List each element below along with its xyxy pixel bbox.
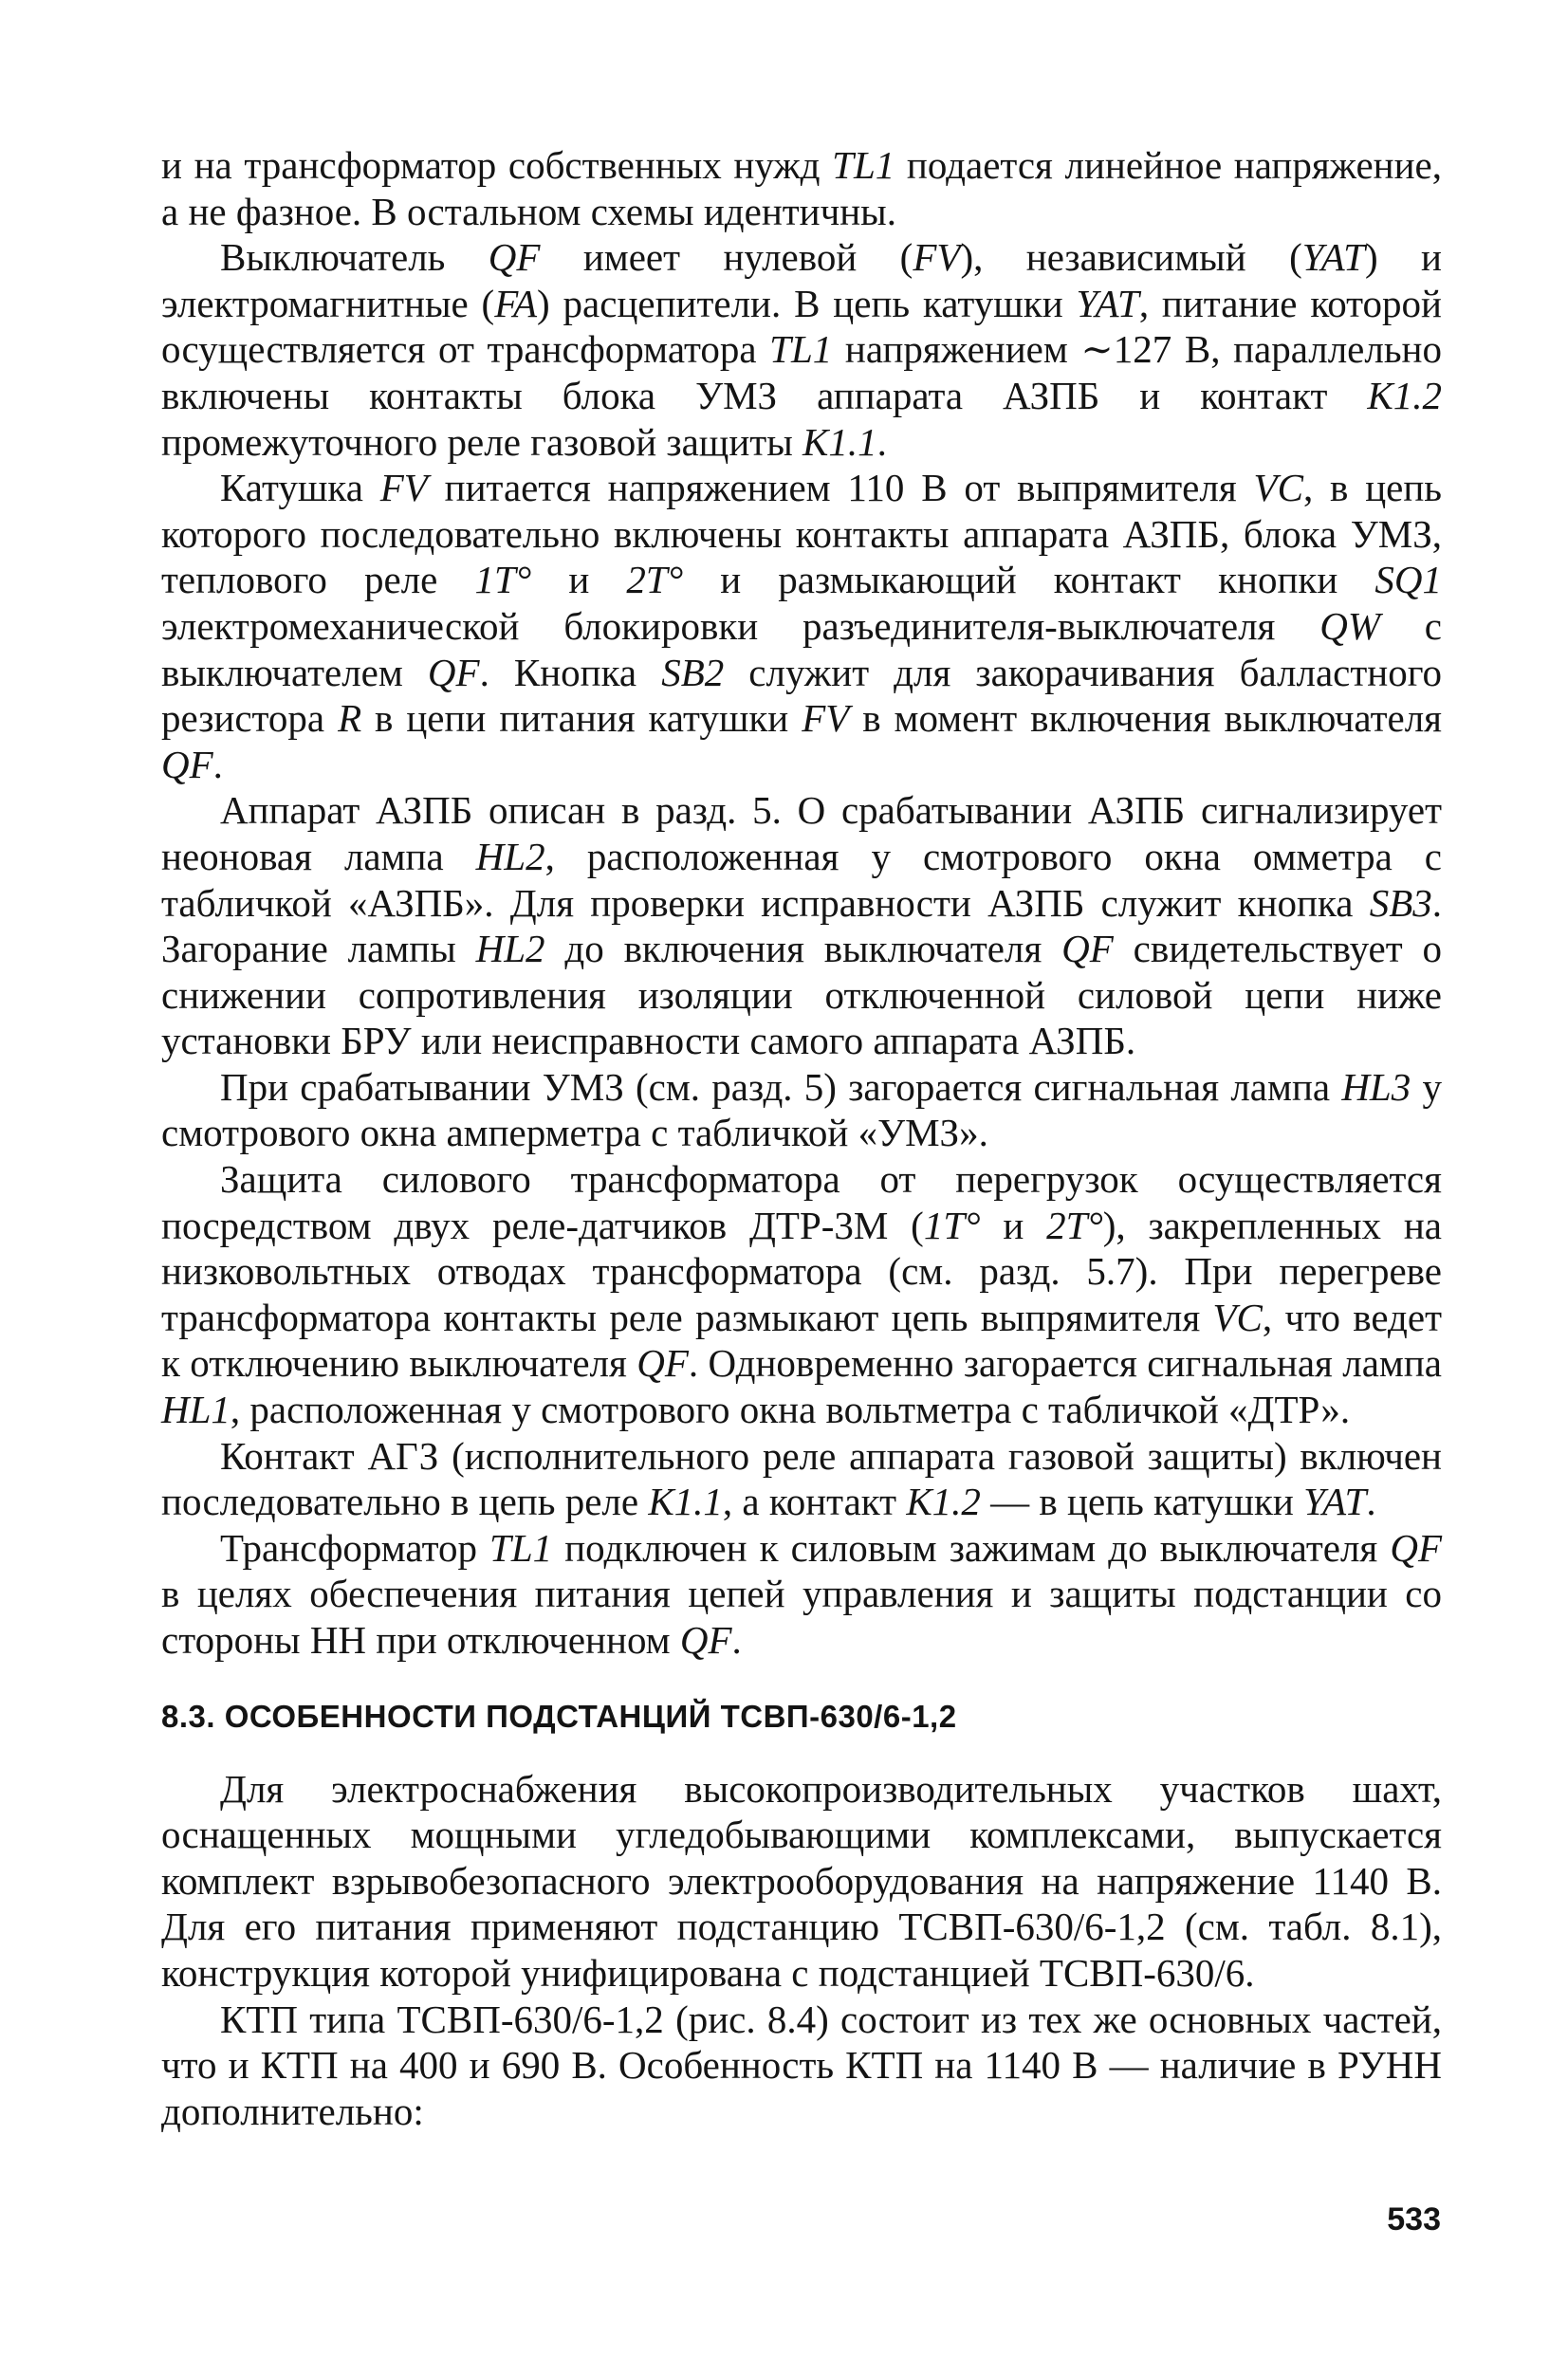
text-run: , в цепь которого последовательно включены контакты аппарата АЗПБ, блока УМЗ, теплового реле (161, 466, 1443, 602)
italic-symbol: FV (802, 696, 850, 741)
text-run: в момент включения выключателя (849, 696, 1443, 741)
italic-symbol: K1.1 (802, 419, 877, 464)
text-run: . (876, 419, 887, 464)
italic-symbol: SQ1 (1374, 558, 1442, 602)
paragraph (161, 1064, 1442, 1156)
italic-symbol: K1.2 (1367, 373, 1442, 417)
text-run: имеет нулевой ( (540, 235, 913, 280)
paragraph (161, 1525, 1442, 1664)
text-run: Защита силового трансформатора от перегрузок осуществляется посредством двух реле-датчиков ДТР-3М ( (161, 1157, 1442, 1247)
italic-symbol: R (338, 696, 362, 741)
text-run: питается напряжением 110 В от выпрямителя (427, 466, 1254, 510)
italic-symbol: VC (1212, 1295, 1263, 1339)
text-run: служит для закорачивания балластного резистора (161, 650, 1442, 741)
text-run: КТП типа ТСВП-630/6-1,2 (рис. 8.4) состоит из тех же основных частей, что и КТП на 400 и 690 В. Особенность КТП на 1140 В — наличие в РУНН дополнительно: (161, 1997, 1442, 2133)
text-run: , что ведет к отключению выключателя (161, 1295, 1442, 1386)
text-run: ) расцепители. В цепь катушки (537, 281, 1077, 325)
text-run: . Кнопка (479, 650, 662, 694)
paragraph (161, 1433, 1442, 1525)
text-run: у смотрового окна амперметра с табличкой «УМЗ». (161, 1064, 1442, 1155)
text-run: Аппарат АЗПБ описан в разд. 5. О срабатывании АЗПБ сигнализирует неоновая лампа (161, 788, 1442, 878)
italic-symbol: QF (679, 1618, 732, 1662)
italic-symbol: QF (1390, 1525, 1442, 1570)
page-number: 533 (1387, 2201, 1441, 2237)
text-run: в целях обеспечения питания цепей управления и защиты подстанции со стороны НН при отключенном (161, 1572, 1442, 1662)
text-run: подается линейное напряжение, а не фазное. В остальном схемы идентичны. (161, 143, 1443, 233)
text-run: промежуточного реле газовой защиты (161, 419, 803, 464)
paragraph (161, 1766, 1442, 1997)
text-run: При срабатывании УМЗ (см. разд. 5) загорается сигнальная лампа (220, 1064, 1342, 1109)
body-text-after-heading (161, 1766, 1442, 2135)
text-run: . (731, 1618, 742, 1662)
italic-symbol: FV (913, 235, 961, 280)
text-run: с выключателем (161, 603, 1443, 694)
italic-symbol: QF (636, 1341, 689, 1386)
text-run: Выключатель (220, 235, 489, 280)
text-run: ), независимый ( (960, 235, 1302, 280)
text-run: Трансформатор (220, 1525, 490, 1570)
paragraph (161, 465, 1442, 787)
text-run: Для электроснабжения высокопроизводительных участков шахт, оснащенных мощными угледобывающими комплексами, выпускается комплект взрывобезопасного электрооборудования на напряжение 1140 В. Для его питания применяют подстанцию ТСВП-630/6-1,2 (см. табл. 8.1), конструкция которой унифицирована с подстанцией ТСВП-630/6. (161, 1766, 1442, 1995)
text-run: , расположенная у смотрового окна омметра с табличкой «АЗПБ». Для проверки исправности АЗПБ служит кнопка (161, 834, 1442, 925)
text-run: . (212, 742, 223, 786)
italic-symbol: HL2 (475, 834, 545, 878)
section-heading: 8.3. ОСОБЕННОСТИ ПОДСТАНЦИЙ ТСВП-630/6-1,2 (161, 1698, 957, 1734)
text-run: подключен к силовым зажимам до выключателя (552, 1525, 1391, 1570)
text-run: до включения выключателя (544, 927, 1062, 971)
text-run: Катушка (220, 466, 380, 510)
text-run: , а контакт (722, 1480, 907, 1524)
italic-symbol: SB3 (1369, 880, 1432, 925)
italic-symbol: QW (1319, 603, 1380, 648)
text-run: ) и электромагнитные ( (161, 235, 1442, 325)
text-run: . (1366, 1480, 1376, 1524)
paragraph (161, 787, 1442, 1064)
text-run: и на трансформатор собственных нужд (161, 143, 833, 187)
italic-symbol: VC (1253, 466, 1303, 510)
text-run: . Загорание лампы (161, 880, 1442, 971)
italic-symbol: 2T° (626, 558, 684, 602)
italic-symbol: QF (488, 235, 541, 280)
paragraph (161, 1156, 1442, 1433)
text-run: и размыкающий контакт кнопки (683, 558, 1375, 602)
italic-symbol: HL1 (161, 1388, 231, 1432)
italic-symbol: FV (379, 466, 428, 510)
italic-symbol: QF (427, 650, 480, 694)
italic-symbol: QF (1061, 927, 1114, 971)
text-run: , питание которой осуществляется от трансформатора (161, 281, 1442, 372)
text-run: свидетельствует о снижении сопротивления изоляции отключенной силовой цепи ниже установки БРУ или неисправности самого аппарата АЗПБ. (161, 927, 1442, 1063)
text-run: и (980, 1203, 1047, 1247)
italic-symbol: K1.2 (906, 1480, 981, 1524)
text-run: напряжением ∼127 В, параллельно включены контакты блока УМЗ аппарата АЗПБ и контакт (161, 327, 1442, 417)
italic-symbol: K1.1 (648, 1480, 723, 1524)
text-run: Контакт АГЗ (исполнительного реле аппарата газовой защиты) включен последовательно в цепь реле (161, 1433, 1442, 1524)
italic-symbol: TL1 (489, 1525, 553, 1570)
italic-symbol: TL1 (769, 327, 833, 372)
italic-symbol: YAT (1301, 235, 1365, 280)
text-run: , расположенная у смотрового окна вольтметра с табличкой «ДТР». (230, 1388, 1351, 1432)
text-run: — в цепь катушки (980, 1480, 1304, 1524)
italic-symbol: 1T° (474, 558, 532, 602)
italic-symbol: QF (161, 742, 213, 786)
body-text-before-heading (161, 142, 1442, 1664)
italic-symbol: HL2 (475, 927, 545, 971)
italic-symbol: HL3 (1341, 1064, 1411, 1109)
italic-symbol: TL1 (832, 143, 895, 187)
paragraph (161, 142, 1442, 234)
text-run: ), закрепленных на низковольтных отводах трансформатора (см. разд. 5.7). При перегреве трансформатора контакты реле размыкают цепь выпрямителя (161, 1203, 1442, 1339)
text-run: в цепи питания катушки (361, 696, 802, 741)
text-run: и (531, 558, 627, 602)
italic-symbol: 2T° (1046, 1203, 1103, 1247)
paragraph (161, 1997, 1442, 2135)
italic-symbol: YAT (1303, 1480, 1367, 1524)
paragraph (161, 234, 1442, 465)
italic-symbol: 1T° (923, 1203, 981, 1247)
italic-symbol: FA (494, 281, 538, 325)
italic-symbol: YAT (1076, 281, 1139, 325)
italic-symbol: SB2 (661, 650, 725, 694)
page-body (161, 142, 1442, 2134)
text-run: . Одновременно загорается сигнальная лампа (688, 1341, 1442, 1386)
text-run: электромеханической блокировки разъединителя-выключателя (161, 603, 1320, 648)
